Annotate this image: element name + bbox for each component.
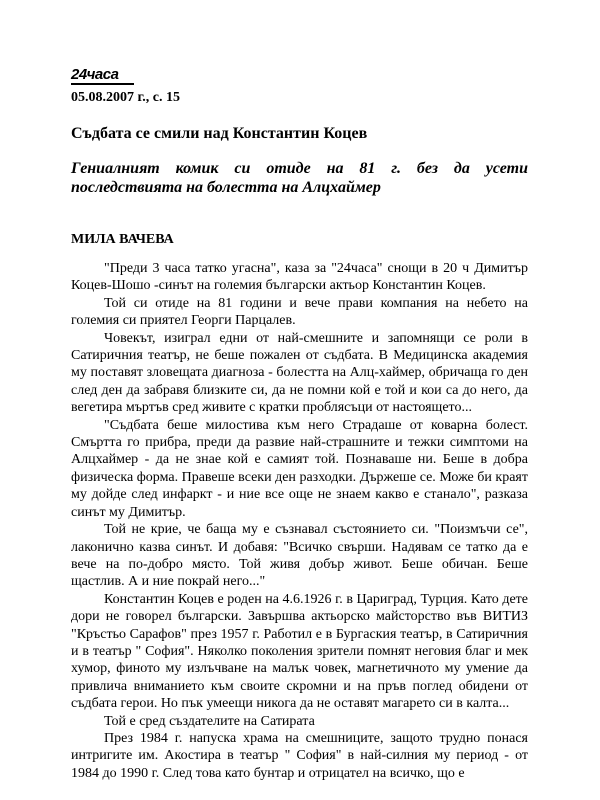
article-title: Съдбата се смили над Константин Коцев: [71, 125, 368, 142]
newspaper-logo: 24часа: [71, 67, 134, 85]
dateline: 05.08.2007 г., с. 15: [71, 90, 180, 105]
article-subtitle: Гениалният комик си отиде на 81 г. без да усети последствията на болестта на Алцхаймер: [71, 160, 528, 196]
article-body: [71, 260, 528, 782]
section-heading: Той е сред създателите на Сатирата: [104, 713, 315, 729]
article-page: [71, 66, 528, 782]
paragraph: Той не крие, че баща му е съзнавал състоянието си. "Поизмъчи се", лаконично казва синът. И добавя: "Всичко свърши. Надявам се татко да е вече на по-добро място. Той живя добър живот. Беше обичан. Беше щастлив. А и ние покрай него...": [71, 522, 528, 590]
article-author: МИЛА ВАЧЕВА: [71, 232, 174, 247]
paragraph: Константин Коцев е роден на 4.6.1926 г. в Цариград, Турция. Като дете дори не говорел български. Завършва актьорско майсторство във ВИТИЗ "Кръстьо Сарафов" през 1957 г. Работил е в Бургаския театър, в Сатиричния и в театър " София". Няколко поколения зрители помнят неговия благ и мек хумор, финото му излъчване на малък човек, магнетичното му умение да привлича вниманието към своите скромни и на пръв поглед обидени от съдбата герои. Но пък умеещи никога да не оставят магарето си в калта...: [71, 591, 528, 712]
paragraph: През 1984 г. напуска храма на смешниците, защото трудно понася интригите им. Акостира в театър " София" в най-силния му период - от 1984 до 1990 г. След това като бунтар и отрицател на всичко, що е: [71, 730, 528, 781]
paragraph: Човекът, изиграл едни от най-смешните и запомнящи се роли в Сатиричния театър, не беше пожален от съдбата. В Медицинска академия му поставят зловещата диагноза - болестта на Алц-хаймер, обричаща го ден след ден да забравя близките си, да не помни кой е той и кои са до него, да вегетира мъртъв сред живите с кратки проблясъци от настоящето...: [71, 330, 528, 416]
paragraph: "Преди 3 часа татко угасна", каза за "24часа" снощи в 20 ч Димитър Коцев-Шошо -синът на големия български актьор Константин Коцев.: [71, 261, 528, 294]
paragraph: "Съдбата беше милостива към него Страдаше от коварна болест. Смъртта го прибра, преди да развие най-страшните и тежки симптоми на Алцхаймер - да не знае кой е самият той. Познаваше ни. Беше в добра физическа форма. Правеше всеки ден разходки. Държеше се. Може би краят му дойде след инфаркт - и ние все още не знаем какво е станало", разказа синът му Димитър.: [71, 417, 528, 520]
paragraph: Той си отиде на 81 години и вече прави компания на небето на големия си приятел Георги Парцалев.: [71, 295, 528, 329]
